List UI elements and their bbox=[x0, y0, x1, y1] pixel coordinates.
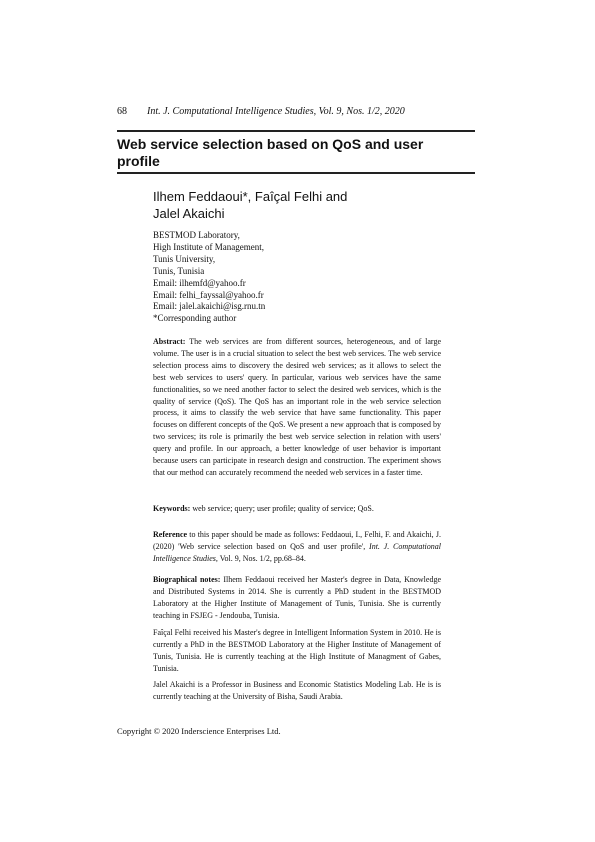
reference-note bbox=[153, 529, 441, 565]
author-list bbox=[153, 188, 453, 222]
abstract-text: The web services are from different sources, heterogeneous, and of large volume. The user is in a crucial situation to select the best web services. The web service selection process aims to discovery the desired web services; as it allows to select the best web services to users' query. In particular, various web services have the same functionalities, so we need another factor to select the desired web services, which is the quality of service (QoS). The QoS has an important role in the web service selection process, it aims to classify the web service that have same functionality. This paper focuses on different concepts of the QoS. We present a new approach that is composed by two services; its role is primarily the best web service selection in relation with users' query and profile. In our approach, a better knowledge of user behavior is important because users can participate in research design and construction. The experiment shows that our method can accurately recommend the needed web services in a faster time. bbox=[153, 337, 442, 477]
bio-text: Jalel Akaichi is a Professor in Business and Economic Statistics Modeling Lab. He is is currently teaching at the University of Bisha, Saudi Arabia. bbox=[153, 680, 441, 701]
bio-label: Biographical notes: bbox=[153, 575, 221, 584]
affiliation-line: Tunis, Tunisia bbox=[153, 265, 205, 276]
bio-text: Ilhem Feddaoui received her Master's degree in Data, Knowledge and Distributed Systems in 2014. She is currently a PhD student in the BESTMOD Laboratory at the Higher Institute of Management of Tunis, Tunisia. She is currently teaching in FSJEG - Jendouba, Tunisia. bbox=[153, 575, 441, 620]
bio-akaichi bbox=[153, 679, 441, 703]
email-line: Email: ilhemfd@yahoo.fr bbox=[153, 277, 246, 288]
journal-citation: Int. J. Computational Intelligence Studies, Vol. 9, Nos. 1/2, 2020 bbox=[147, 106, 405, 117]
corresponding-author-note: *Corresponding author bbox=[153, 313, 237, 324]
bio-felhi bbox=[153, 627, 441, 675]
bio-feddaoui bbox=[153, 574, 441, 622]
reference-pages: , Vol. 9, Nos. 1/2, pp.68–84. bbox=[215, 553, 306, 563]
abstract-label: Abstract: bbox=[153, 337, 186, 346]
abstract bbox=[153, 336, 441, 479]
copyright-footer: Copyright © 2020 Inderscience Enterprises Ltd. bbox=[117, 726, 281, 736]
email-line: Email: jalel.akaichi@isg.rnu.tn bbox=[153, 301, 266, 312]
bio-text: Faîçal Felhi received his Master's degree in Intelligent Information System in 2010. He is currently a PhD in the BESTMOD Laboratory at the Higher Institute of Management of Tunis, Tunisia. He is currently teaching at the High Institute of Managment of Gabes, Tunisia. bbox=[153, 628, 441, 673]
keywords bbox=[153, 503, 441, 515]
email-line: Email: felhi_fayssal@yahoo.fr bbox=[153, 289, 264, 300]
affiliation-line: Tunis University, bbox=[153, 253, 216, 264]
keywords-label: Keywords: bbox=[153, 504, 191, 513]
title-rule-top bbox=[117, 130, 475, 132]
author-line: Ilhem Feddaoui*, Faîçal Felhi and bbox=[153, 189, 348, 204]
page-number: 68 bbox=[117, 106, 127, 117]
title-rule-bottom bbox=[117, 172, 475, 174]
paper-title: Web service selection based on QoS and user profile bbox=[117, 136, 424, 169]
reference-label: Reference bbox=[153, 530, 188, 539]
affiliation-block bbox=[153, 230, 453, 325]
affiliation-line: BESTMOD Laboratory, bbox=[153, 230, 240, 240]
author-line: Jalel Akaichi bbox=[153, 206, 225, 221]
reference-text: to this paper should be made as follows: Feddaoui, I., Felhi, F. and Akaichi, J. (2020) 'Web service selection based on QoS and user profile', bbox=[153, 530, 441, 551]
reference-journal: Int. J. Computational Intelligence Studies bbox=[153, 541, 441, 563]
affiliation-line: High Institute of Management, bbox=[153, 241, 264, 252]
keywords-text: web service; query; user profile; quality of service; QoS. bbox=[192, 504, 374, 513]
